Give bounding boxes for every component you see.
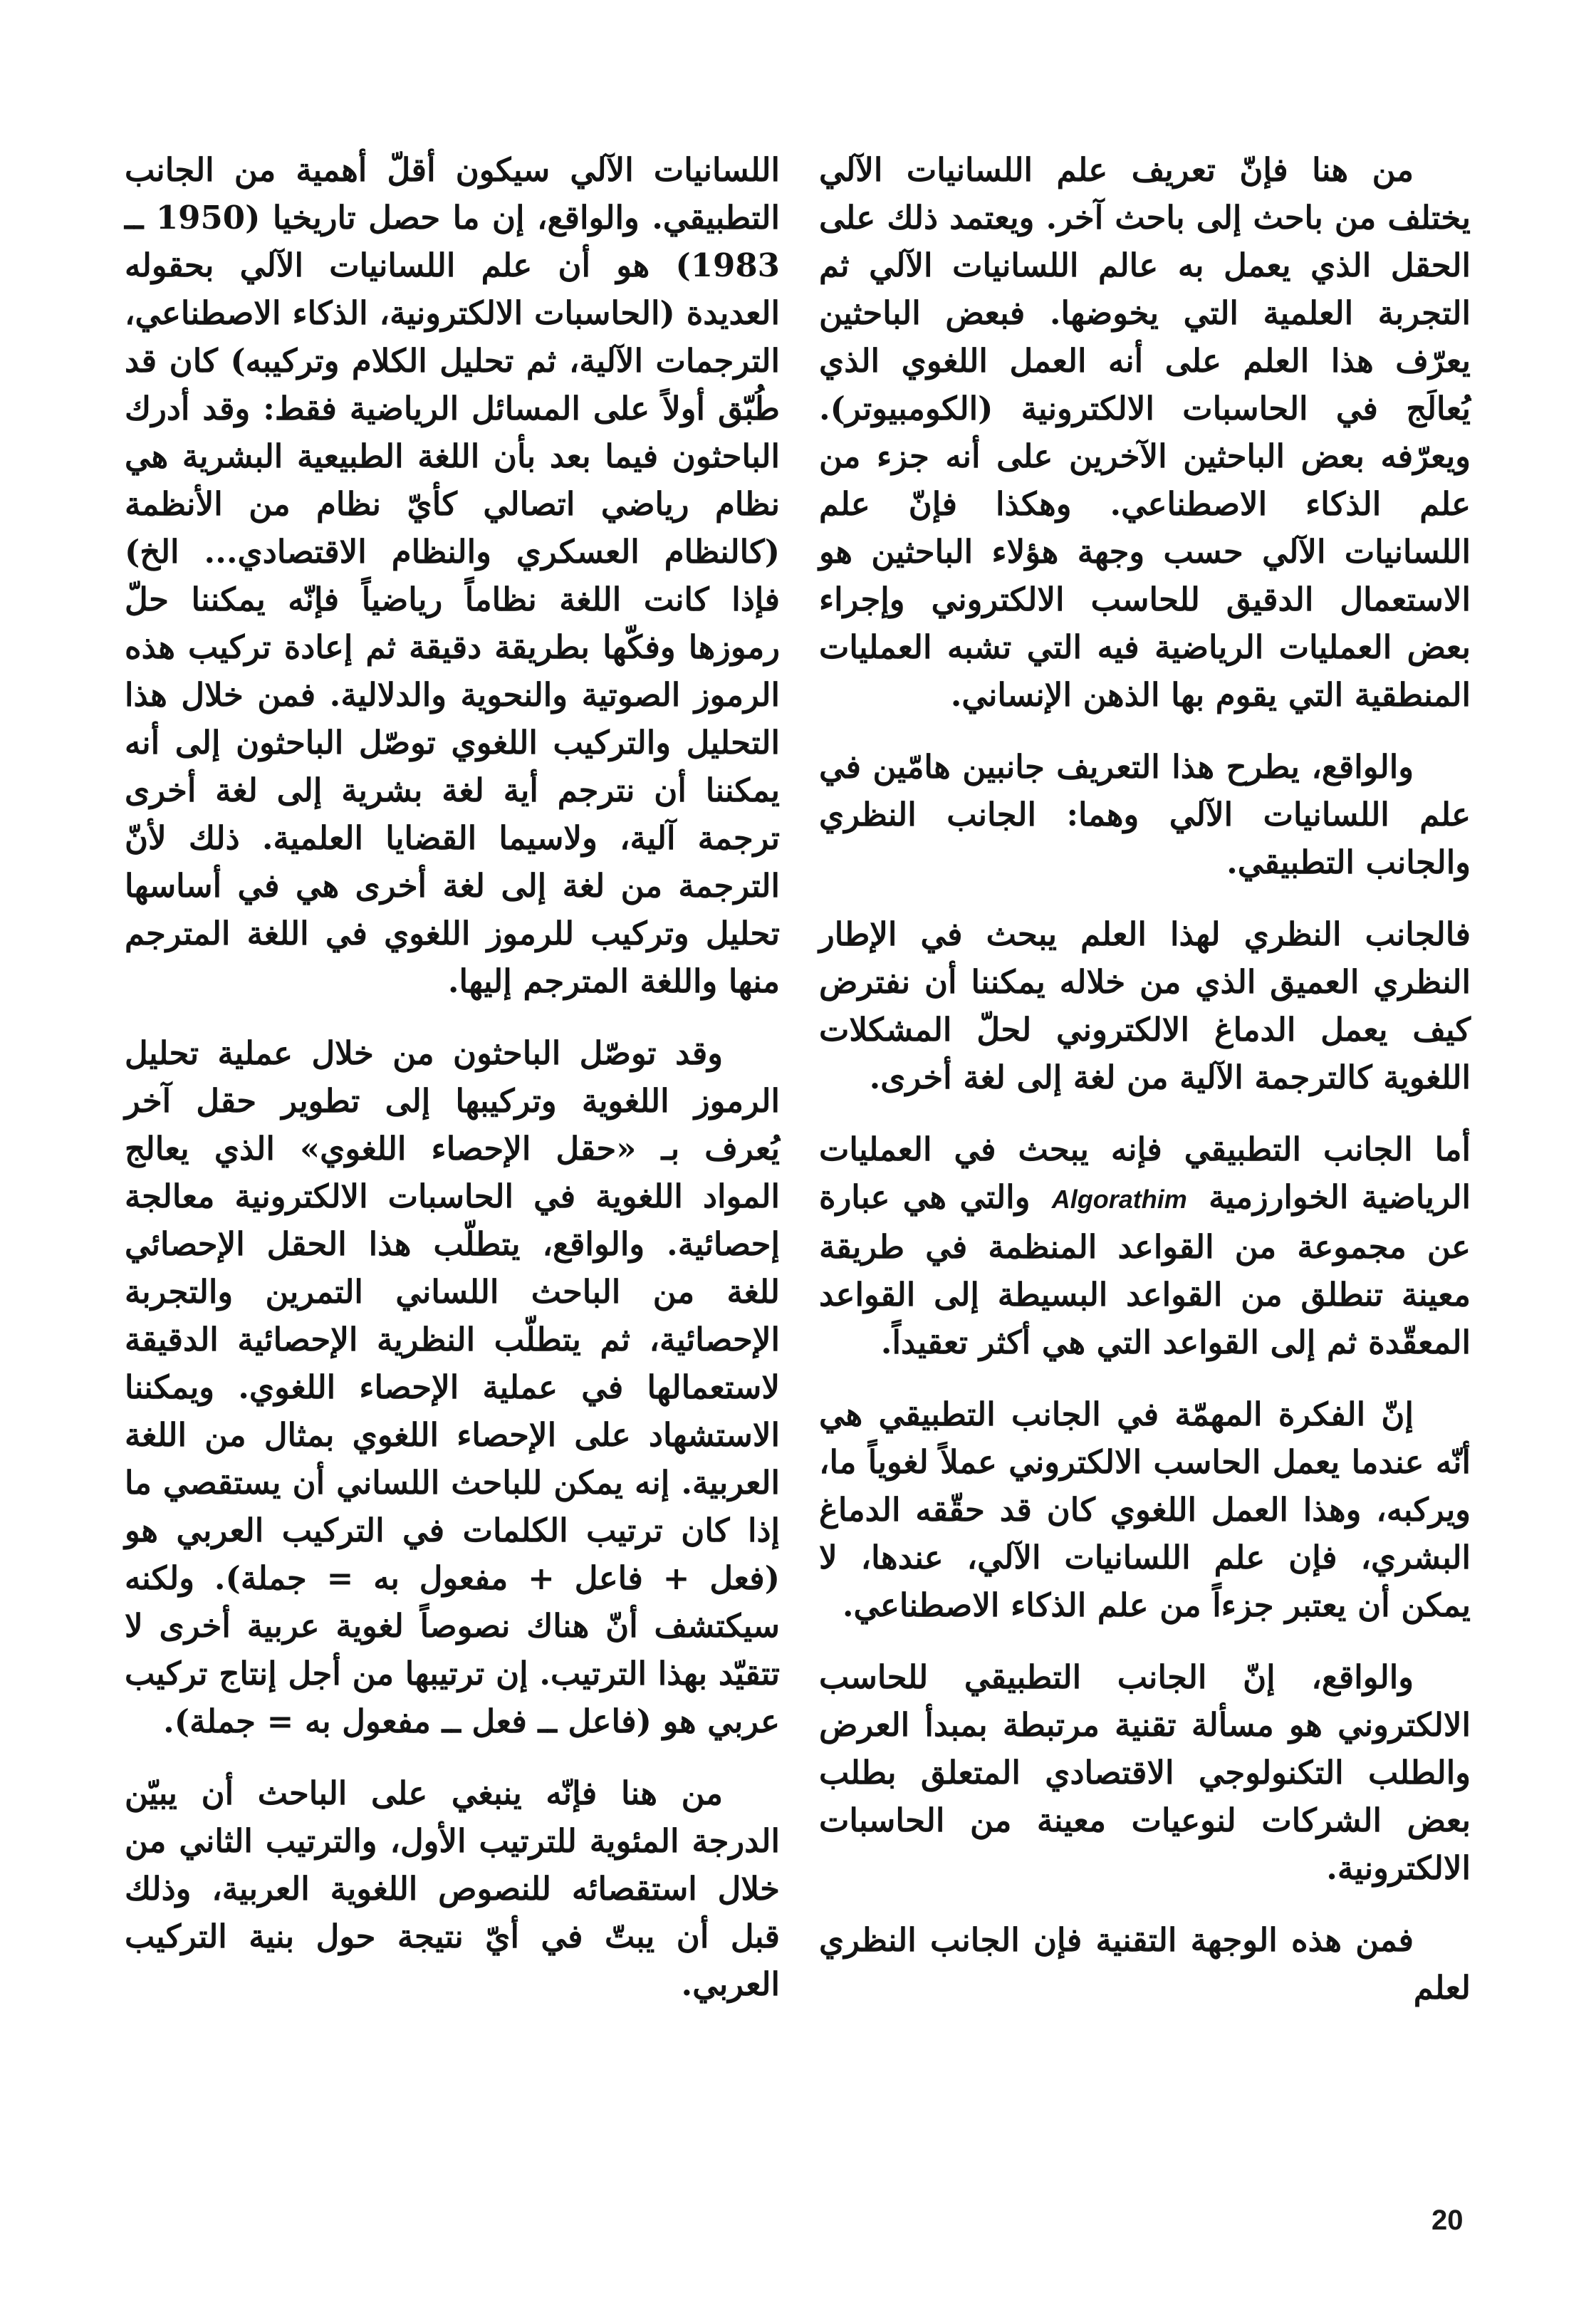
paragraph: فالجانب النظري لهذا العلم يبحث في الإطار النظري العميق الذي من خلاله يمكننا أن نفترض كيف يعمل الدماغ الالكتروني لحلّ المشكلات اللغوية كالترجمة الآلية من لغة إلى لغة أخرى.: [819, 915, 1471, 1096]
paragraph: من هنا فإنّ تعريف علم اللسانيات الآلي يختلف من باحث إلى باحث آخر. ويعتمد ذلك على الحقل الذي يعمل به عالم اللسانيات الآلي ثم التجربة العلمية التي يخوضها. فبعض الباحثين يعرّف هذا العلم على أنه العمل اللغوي الذي يُعالَج في الحاسبات الالكترونية (الكومبيوتر). ويعرّفه بعض الباحثين الآخرين على أنه جزء من علم الذكاء الاصطناعي. وهكذا فإنّ علم اللسانيات الآلي حسب وجهة هؤلاء الباحثين هو الاستعمال الدقيق للحاسب الالكتروني وإجراء بعض العمليات الرياضية فيه التي تشبه العمليات المنطقية التي يقوم بها الذهن الإنساني.: [819, 151, 1471, 714]
paragraph-text: أما الجانب التطبيقي فإنه يبحث في العمليات الرياضية الخوارزمية: [819, 1130, 1471, 1216]
left-text-column: [125, 146, 780, 2212]
paragraph: اللسانيات الآلي سيكون أقلّ أهمية من الجانب التطبيقي. والواقع، إن ما حصل تاريخيا (1950 ــ 1983) هو أن علم اللسانيات الآلي بحقوله العديدة (الحاسبات الالكترونية، الذكاء الاصطناعي، الترجمات الآلية، ثم تحليل الكلام وتركيبه) كان قد طُبّق أولاً على المسائل الرياضية فقط: وقد أدرك الباحثون فيما بعد بأن اللغة الطبيعية البشرية هي نظام رياضي اتصالي كأيّ نظام من الأنظمة (كالنظام العسكري والنظام الاقتصادي... الخ) فإذا كانت اللغة نظاماً رياضياً فإنّه يمكننا حلّ رموزها وفكّها بطريقة دقيقة ثم إعادة تركيب هذه الرموز الصوتية والنحوية والدلالية. فمن خلال هذا التحليل والتركيب اللغوي توصّل الباحثون إلى أنه يمكننا أن نترجم أية لغة بشرية إلى لغة أخرى ترجمة آلية، ولاسيما القضايا العلمية. ذلك لأنّ الترجمة من لغة إلى لغة أخرى هي في أساسها تحليل وتركيب للرموز اللغوي في اللغة المترجم منها واللغة المترجم إليها.: [125, 151, 780, 1000]
paragraph-text: والتي هي عبارة عن مجموعة من القواعد المنظمة في طريقة معينة تنطلق من القواعد البسيطة إلى القواعد المعقّدة ثم إلى القواعد التي هي أكثر تعقيداً.: [819, 1178, 1471, 1361]
paragraph: وقد توصّل الباحثون من خلال عملية تحليل الرموز اللغوية وتركيبها إلى تطوير حقل آخر يُعرف بـ «حقل الإحصاء اللغوي» الذي يعالج المواد اللغوية في الحاسبات الالكترونية معالجة إحصائية. والواقع، يتطلّب هذا الحقل الإحصائي للغة من الباحث اللساني التمرين والتجربة الإحصائية، ثم يتطلّب النظرية الإحصائية الدقيقة لاستعمالها في عملية الإحصاء اللغوي. ويمكننا الاستشهاد على الإحصاء اللغوي بمثال من اللغة العربية. إنه يمكن للباحث اللساني أن يستقصي ما إذا كان ترتيب الكلمات في التركيب العربي هو (فعل + فاعل + مفعول به = جملة). ولكنه سيكتشف أنّ هناك نصوصاً لغوية عربية أخرى لا تتقيّد بهذا الترتيب. إن ترتيبها من أجل إنتاج تركيب عربي هو (فاعل ــ فعل ــ مفعول به = جملة).: [125, 1034, 780, 1740]
paragraph: فمن هذه الوجهة التقنية فإن الجانب النظري لعلم: [819, 1921, 1471, 2007]
right-text-column: [819, 146, 1471, 2212]
paragraph: [819, 1125, 1471, 1366]
paragraph: من هنا فإنّه ينبغي على الباحث أن يبيّن الدرجة المئوية للترتيب الأول، والترتيب الثاني من خلال استقصائه للنصوص اللغوية العربية، وذلك قبل أن يبتّ في أيّ نتيجة حول بنية التركيب العربي.: [125, 1774, 780, 2003]
paragraph: إنّ الفكرة المهمّة في الجانب التطبيقي هي أنّه عندما يعمل الحاسب الالكتروني عملاً لغوياً ما، ويركبه، وهذا العمل اللغوي كان قد حقّقه الدماغ البشري، فإن علم اللسانيات الآلي، عندها، لا يمكن أن يعتبر جزءاً من علم الذكاء الاصطناعي.: [819, 1395, 1471, 1624]
latin-term: Algorathim: [1051, 1185, 1187, 1214]
paragraph: والواقع، يطرح هذا التعريف جانبين هامّين في علم اللسانيات الآلي وهما: الجانب النظري والجانب التطبيقي.: [819, 748, 1471, 881]
page-number: 20: [1431, 2205, 1464, 2236]
paragraph: والواقع، إنّ الجانب التطبيقي للحاسب الالكتروني هو مسألة تقنية مرتبطة بمبدأ العرض والطلب التكنولوجي الاقتصادي المتعلق بطلب بعض الشركات لنوعيات معينة من الحاسبات الالكترونية.: [819, 1658, 1471, 1887]
